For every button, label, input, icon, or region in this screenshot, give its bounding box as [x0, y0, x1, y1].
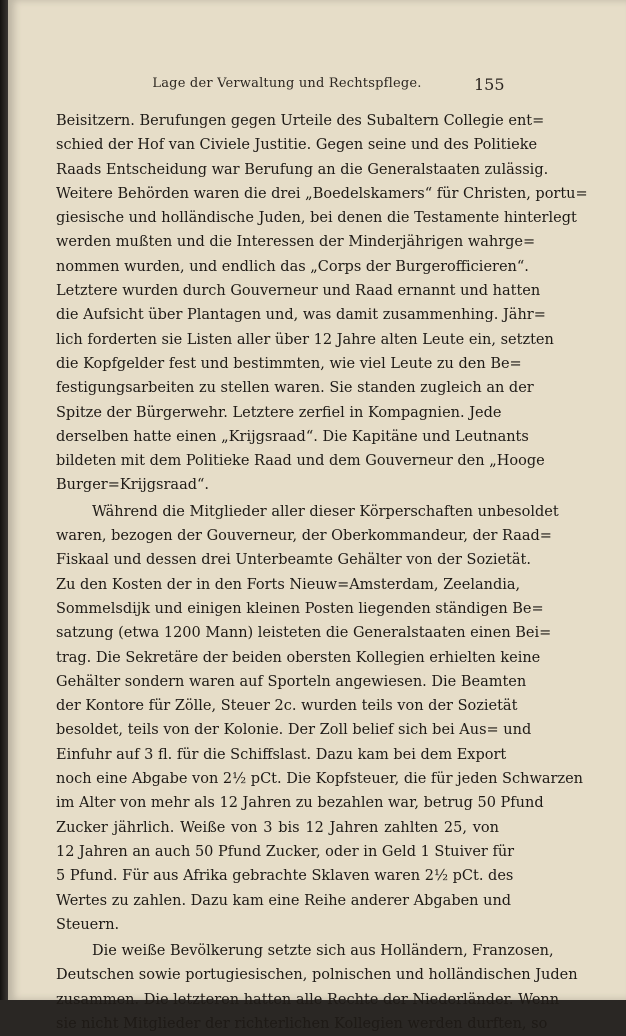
text-line: Zucker jährlich. Weiße von 3 bis 12 Jahren zahlten 25, von: [56, 819, 499, 836]
text-line: noch eine Abgabe von 2½ pCt. Die Kopfsteuer, die für jeden Schwarzen: [56, 771, 583, 788]
text-line: schied der Hof van Civiele Justitie. Gegen seine und des Politieke: [56, 137, 538, 154]
text-line: Burger=Krijgsraad“.: [56, 477, 210, 494]
text-line: derselben hatte einen „Krijgsraad“. Die Kapitäne und Leutnants: [56, 428, 529, 445]
text-line: zusammen. Die letzteren hatten alle Rechte der Niederländer. Wenn: [56, 991, 560, 1008]
text-line: Spitze der Bürgerwehr. Letztere zerfiel in Kompagnien. Jede: [56, 404, 502, 421]
text-line: Die weiße Bevölkerung setzte sich aus Holländern, Franzosen,: [92, 943, 554, 960]
text-line: Gehälter sondern waren auf Sporteln angewiesen. Die Beamten: [56, 673, 527, 690]
text-line: nommen wurden, und endlich das „Corps der Burgerofficieren“.: [56, 258, 529, 275]
text-line: im Alter von mehr als 12 Jahren zu bezahlen war, betrug 50 Pfund: [56, 795, 544, 812]
text-line: Einfuhr auf 3 fl. für die Schiffslast. Dazu kam bei dem Export: [56, 746, 507, 763]
text-line: Raads Entscheidung war Berufung an die Generalstaaten zulässig.: [56, 161, 549, 178]
book-page: [8, 0, 626, 1032]
text-line: Weitere Behörden waren die drei „Boedelskamers“ für Christen, portu=: [56, 185, 588, 202]
text-line: 12 Jahren an auch 50 Pfund Zucker, oder in Geld 1 Stuiver für: [56, 843, 515, 860]
text-line: festigungsarbeiten zu stellen waren. Sie standen zugleich an der: [56, 380, 534, 397]
text-line: Wertes zu zahlen. Dazu kam eine Reihe anderer Abgaben und: [56, 892, 512, 909]
text-line: die Kopfgelder fest und bestimmten, wie viel Leute zu den Be=: [56, 355, 522, 372]
text-line: waren, bezogen der Gouverneur, der Oberkommandeur, der Raad=: [56, 528, 552, 545]
text-line: sie nicht Mitglieder der richterlichen Kollegien werden durften, so: [56, 1015, 548, 1032]
text-line: besoldet, teils von der Kolonie. Der Zoll belief sich bei Aus= und: [56, 722, 532, 739]
text-line: Sommelsdijk und einigen kleinen Posten liegenden ständigen Be=: [56, 600, 544, 617]
text-line: trag. Die Sekretäre der beiden obersten Kollegien erhielten keine: [56, 649, 541, 666]
text-line: der Kontore für Zölle, Steuer 2c. wurden teils von der Sozietät: [56, 698, 518, 715]
text-line: Zu den Kosten der in den Forts Nieuw=Amsterdam, Zeelandia,: [56, 576, 521, 593]
body-text: [56, 109, 588, 1036]
text-line: 5 Pfund. Für aus Afrika gebrachte Sklaven waren 2½ pCt. des: [56, 868, 514, 885]
book-spine-shadow: [0, 0, 8, 1000]
text-line: lich forderten sie Listen aller über 12 Jahre alten Leute ein, setzten: [56, 331, 554, 348]
text-line: Letztere wurden durch Gouverneur und Raad ernannt und hatten: [56, 283, 541, 300]
text-line: Beisitzern. Berufungen gegen Urteile des Subaltern Collegie ent=: [56, 113, 545, 129]
page-number: 155: [474, 75, 505, 94]
running-title: Lage der Verwaltung und Rechtspflege.: [152, 76, 422, 91]
text-line: werden mußten und die Interessen der Minderjährigen wahrge=: [56, 234, 536, 251]
text-line: Fiskaal und dessen drei Unterbeamte Gehälter von der Sozietät.: [56, 552, 531, 569]
text-line: Steuern.: [56, 916, 120, 933]
text-line: die Aufsicht über Plantagen und, was damit zusammenhing. Jähr=: [56, 307, 546, 324]
text-line: bildeten mit dem Politieke Raad und dem Gouverneur den „Hooge: [56, 453, 545, 470]
text-line: Deutschen sowie portugiesischen, polnischen und holländischen Juden: [56, 967, 578, 984]
text-line: Während die Mitglieder aller dieser Körperschaften unbesoldet: [92, 503, 559, 520]
text-line: satzung (etwa 1200 Mann) leisteten die Generalstaaten einen Bei=: [56, 625, 552, 642]
text-line: giesische und holländische Juden, bei denen die Testamente hinterlegt: [56, 210, 577, 227]
